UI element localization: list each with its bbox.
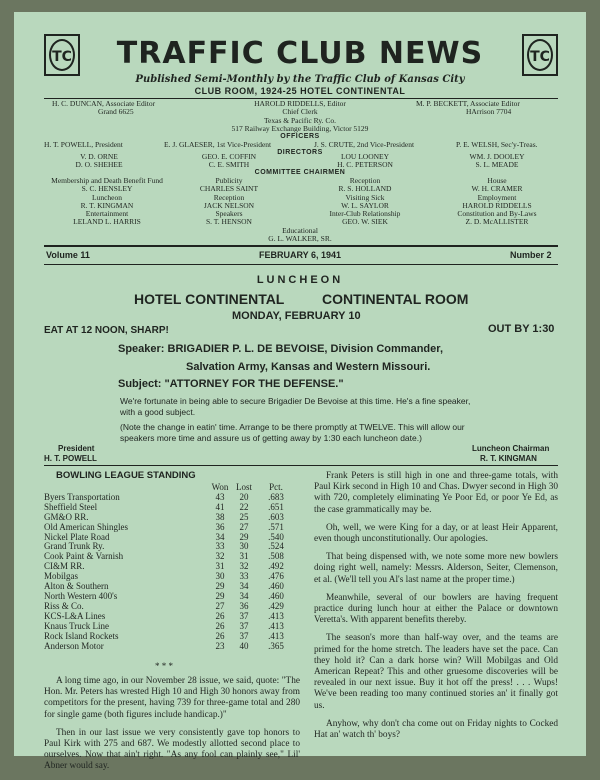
table-cell: .476	[268, 571, 284, 582]
table-cell: Sheffield Steel	[44, 501, 98, 512]
committee-col3: Reception R. S. HOLLAND Visiting Sick W. L. SAYLOR Inter-Club Relationship GEO. W. SIEK	[329, 176, 401, 227]
masthead-title: TRAFFIC CLUB NEWS	[116, 36, 484, 71]
table-cell: .492	[268, 561, 284, 572]
table-cell: 26	[215, 620, 225, 631]
venue-hotel: HOTEL CONTINENTAL	[134, 291, 285, 307]
table-cell: Anderson Motor	[44, 640, 104, 651]
associate-editor-left: H. C. DUNCAN, Associate Editor Grand 6625	[52, 99, 156, 117]
speaker-line1: Speaker: BRIGADIER P. L. DE BEVOISE, Division Commander,	[118, 343, 443, 355]
section-separator: * * *	[155, 661, 173, 671]
paragraph: The season's more than half-way over, and the teams are primed for the home stretch. The leaders have set the pace. Can they hold it? Can a dark horse win? Will Mobilgas and Old American Repeat? This and other gruesome discoveries will be revealed in our next issue. Buy it hot off the press! . . . Wups! We've been reading too many continued stories an' it finally got us.	[314, 633, 558, 711]
table-cell: KCS-L&A Lines	[44, 610, 106, 621]
table-cell: 37	[239, 630, 249, 641]
officer-president: H. T. POWELL, President	[44, 140, 123, 149]
officer-vp2: J. S. CRUTE, 2nd Vice-President	[314, 140, 415, 149]
committee-col1: Membership and Death Benefit Fund S. C. HENSLEY Luncheon R. T. KINGMAN Entertainment LELAND L. HARRIS	[51, 176, 163, 227]
luncheon-time-note: (Note the change in eatin' time. Arrange to be there promptly at TWELVE. This will allow our speakers more time and assure us of getting away by 1:30 each luncheon date.)	[120, 422, 465, 443]
table-cell: 29	[239, 531, 249, 542]
table-cell: .460	[268, 581, 284, 592]
table-cell: Nickel Plate Road	[44, 531, 110, 542]
directors-col2: GEO. E. COFFIN C. E. SMITH	[201, 152, 257, 170]
table-cell: 36	[239, 600, 249, 611]
luncheon-heading: LUNCHEON	[256, 274, 344, 286]
table-cell: 27	[215, 600, 225, 611]
directors-heading: DIRECTORS	[277, 149, 323, 156]
directors-col3: LOU LOONEY H. C. PETERSON	[337, 152, 393, 170]
table-cell: 34	[215, 531, 225, 542]
divider	[44, 465, 558, 466]
table-cell: 37	[239, 620, 249, 631]
table-cell: .413	[268, 630, 284, 641]
issue-date: FEBRUARY 6, 1941	[258, 250, 342, 260]
table-cell: 29	[215, 590, 225, 601]
table-cell: 29	[215, 581, 225, 592]
paragraph: Then in our last issue we very consistently gave top honors to Paul Kirk with 275 and 687. We modestly allotted second place to ourselves. Now that ain't right. "As any fool can plainly see," Lil' Abner would say.	[44, 727, 300, 772]
committee-heading: COMMITTEE CHAIRMEN	[254, 169, 346, 176]
out-time: OUT BY 1:30	[488, 323, 555, 335]
newsletter-page	[14, 12, 586, 772]
table-cell: 31	[239, 551, 249, 562]
table-cell: .429	[268, 600, 284, 611]
table-row	[44, 632, 296, 642]
bowling-title: BOWLING LEAGUE STANDING	[56, 470, 196, 481]
table-cell: Alton & Southern	[44, 581, 109, 592]
associate-editor-right: M. P. BECKETT, Associate Editor HArrison 7704	[416, 99, 520, 117]
table-cell: GM&O RR.	[44, 511, 89, 522]
officer-vp1: E. J. GLAESER, 1st Vice-President	[164, 140, 272, 149]
table-cell: Grand Trunk Ry.	[44, 541, 105, 552]
luncheon-note: We're fortunate in being able to secure Brigadier De Bevoise at this time. He's a fine speaker, with a good subject.	[120, 396, 471, 417]
directors-col4: WM. J. DOOLEY S. L. MEADE	[469, 152, 525, 170]
venue-room: CONTINENTAL ROOM	[322, 291, 469, 307]
table-cell: Knaus Truck Line	[44, 620, 109, 631]
table-cell: 34	[239, 590, 249, 601]
table-cell: .460	[268, 590, 284, 601]
eat-time: EAT AT 12 NOON, SHARP!	[44, 325, 169, 336]
directors-col1: V. D. ORNE D. O. SHEHEE	[75, 152, 123, 170]
divider	[44, 245, 558, 249]
luncheon-subject: Subject: "ATTORNEY FOR THE DEFENSE."	[118, 378, 344, 390]
committee-col2: Publicity CHARLES SAINT Reception JACK NELSON Speakers S. T. HENSON	[199, 176, 259, 227]
table-cell: .683	[268, 491, 284, 502]
issue-volume: Volume 11	[46, 250, 90, 260]
president-name: H. T. POWELL	[44, 454, 97, 463]
table-cell: 26	[215, 610, 225, 621]
bowling-rows	[44, 493, 296, 652]
table-cell: .540	[268, 531, 284, 542]
table-cell: 32	[239, 561, 249, 572]
right-column-text	[314, 471, 558, 748]
table-cell: 25	[239, 511, 249, 522]
bowling-header-row: Won Lost Pct.	[211, 482, 283, 492]
paragraph: Meanwhile, several of our bowlers are having frequent practice during lunch hour at either the Palace or downtown Veretta's. With apparent benefits thereby.	[314, 592, 558, 626]
table-cell: .603	[268, 511, 284, 522]
committee-educational: Educational G. L. WALKER, SR.	[268, 226, 332, 244]
paragraph: Oh, well, we were King for a day, or at least Heir Apparent, even though unconstitutionally. Our apologies.	[314, 522, 558, 545]
table-cell: 32	[215, 551, 225, 562]
table-cell: Cook Paint & Varnish	[44, 551, 124, 562]
masthead-clubroom: CLUB ROOM, 1924-25 HOTEL CONTINENTAL	[194, 86, 406, 96]
table-row	[44, 642, 296, 652]
divider	[44, 264, 558, 265]
table-cell: 33	[215, 541, 225, 552]
paragraph: A long time ago, in our November 28 issue, we said, quote: "The Hon. Mr. Peters has wrested High 10 and High 30 honors away from competitors for the present, having 739 for three-game total and 280 for single game (both figures include handicap.)"	[44, 676, 300, 720]
table-cell: .651	[268, 501, 284, 512]
table-cell: .524	[268, 541, 284, 552]
table-cell: CI&M RR.	[44, 561, 85, 572]
committee-col4: House W. H. CRAMER Employment HAROLD RIDDELLS Constitution and By-Laws Z. D. McALLISTER	[457, 176, 537, 227]
table-cell: 26	[215, 630, 225, 641]
table-cell: .571	[268, 521, 284, 532]
speaker-line2: Salvation Army, Kansas and Western Missouri.	[186, 361, 431, 373]
table-cell: .413	[268, 620, 284, 631]
paragraph: Frank Peters is still high in one and three-game totals, with Paul Kirk second in High 10 and Chas. Dwyer second in High 30 with 720, completely eliminating Ye Poor Ed, or poor Ye Ed, as the case grammatically may be.	[314, 471, 558, 515]
officers-heading: OFFICERS	[280, 133, 320, 140]
paragraph: That being dispensed with, we note some more new bowlers doing right well, namely: Messrs. Alderson, Seiter, Clemenson, et al. (We'll tell you Al's last name at the proper time.)	[314, 552, 558, 585]
editor-block: HAROLD RIDDELLS, Editor Chief Clerk Texas & Pacific Ry. Co. 517 Railway Exchange Building, Victor 5129	[231, 99, 369, 133]
table-cell: Riss & Co.	[44, 600, 84, 611]
table-cell: 37	[239, 610, 249, 621]
table-cell: 38	[215, 511, 225, 522]
luncheon-day: MONDAY, FEBRUARY 10	[232, 310, 361, 322]
table-cell: 31	[215, 561, 225, 572]
table-cell: 40	[239, 640, 249, 651]
table-cell: .413	[268, 610, 284, 621]
bowling-table	[44, 483, 296, 651]
table-cell: 30	[215, 571, 225, 582]
table-cell: Old American Shingles	[44, 521, 128, 532]
table-cell: 33	[239, 571, 249, 582]
table-cell: 20	[239, 491, 249, 502]
left-column-text	[44, 676, 300, 780]
paragraph: Anyhow, why don't cha come out on Friday nights to Cocked Hat an' watch th' boys?	[314, 718, 558, 741]
officer-secretary: P. E. WELSH, Sec'y-Treas.	[456, 140, 538, 149]
club-logo-left: TC	[44, 34, 80, 76]
table-cell: Mobilgas	[44, 571, 79, 582]
table-cell: .508	[268, 551, 284, 562]
table-cell: 34	[239, 581, 249, 592]
table-cell: 43	[215, 491, 225, 502]
table-cell: 36	[215, 521, 225, 532]
table-cell: 22	[239, 501, 249, 512]
chairman-label: Luncheon Chairman	[472, 444, 550, 453]
club-logo-right: TC	[522, 34, 558, 76]
table-cell: .365	[268, 640, 284, 651]
table-cell: 30	[239, 541, 249, 552]
table-cell: Rock Island Rockets	[44, 630, 119, 641]
table-cell: 23	[215, 640, 225, 651]
president-label: President	[58, 444, 95, 453]
table-cell: 41	[215, 501, 225, 512]
issue-number: Number 2	[510, 250, 552, 260]
table-cell: 27	[239, 521, 249, 532]
table-cell: Byers Transportation	[44, 491, 120, 502]
chairman-name: R. T. KINGMAN	[480, 454, 537, 463]
table-row	[44, 562, 296, 572]
table-cell: North Western 400's	[44, 590, 118, 601]
masthead-subtitle: Published Semi-Monthly by the Traffic Club of Kansas City	[135, 74, 465, 85]
